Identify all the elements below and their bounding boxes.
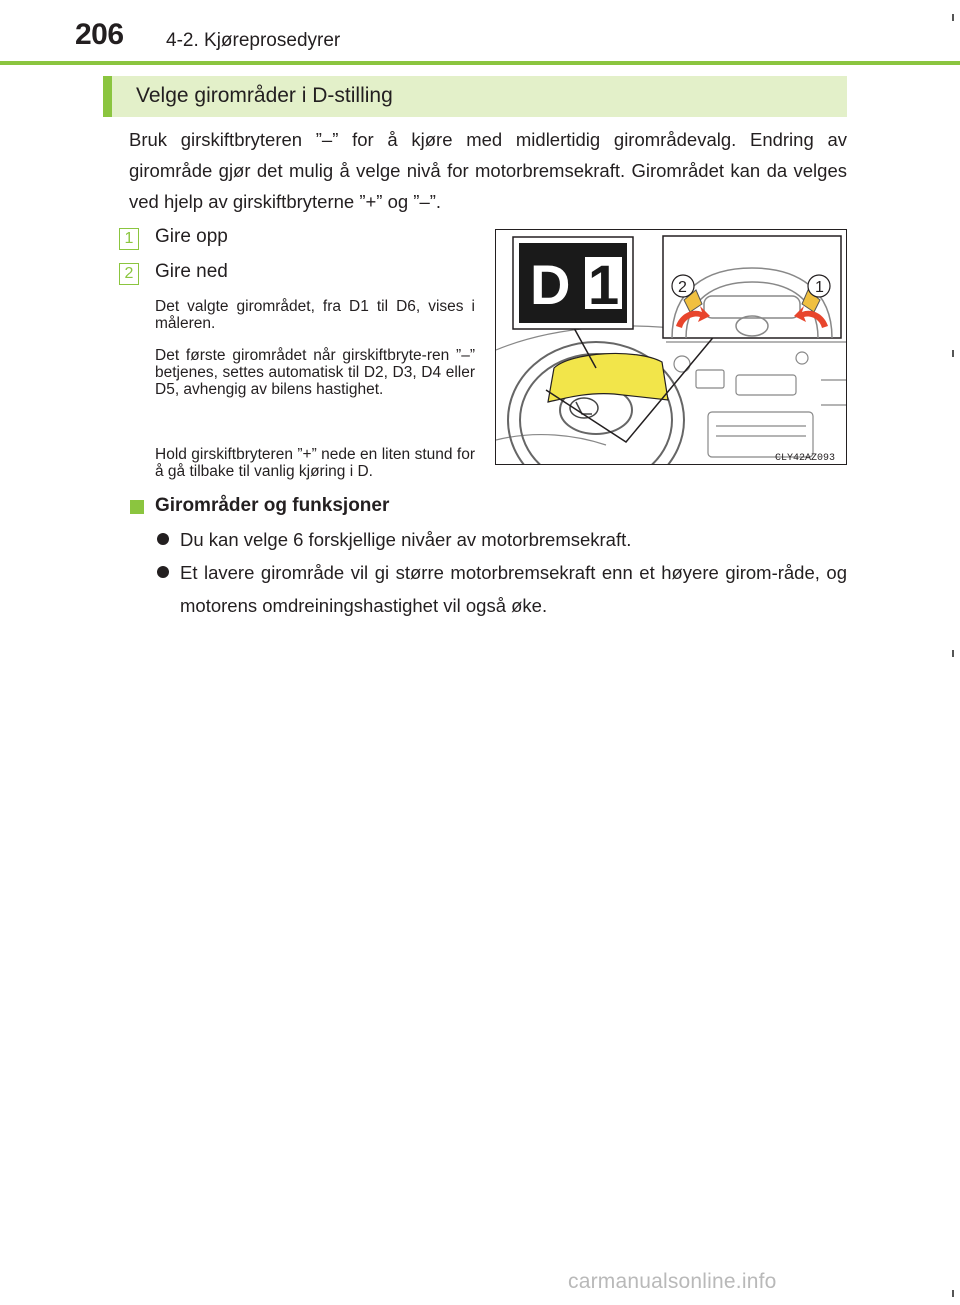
crop-mark xyxy=(952,650,954,657)
gear-display-letter: D xyxy=(530,253,571,316)
subsection-title: Girområder og funksjoner xyxy=(155,495,390,516)
callout-number: 2 xyxy=(678,279,687,296)
callout-number: 1 xyxy=(815,279,824,296)
note-paragraph: Det første girområdet når girskiftbryte-ren ”–” betjenes, settes automatisk til D2, D3, D4 eller D5, avhengig av bilens hastighet. xyxy=(155,347,475,398)
item-label-shift-up: Gire opp xyxy=(155,226,228,247)
steering-wheel-illustration xyxy=(495,229,847,465)
round-bullet-icon xyxy=(157,533,169,545)
item-label-shift-down: Gire ned xyxy=(155,261,228,282)
note-paragraph: Hold girskiftbryteren ”+” nede en liten stund for å gå tilbake til vanlig kjøring i D. xyxy=(155,446,475,480)
crop-mark xyxy=(952,1290,954,1297)
intro-paragraph: Bruk girskiftbryteren ”–” for å kjøre med midlertidig girområdevalg. Endring av girområde gjør det mulig å velge nivå for motorbremsekraft. Girområdet kan da velges ved hjelp av girskiftbryterne ”+” og ”–”. xyxy=(129,129,847,212)
crop-mark xyxy=(952,350,954,357)
figure-code: CLY42AZ093 xyxy=(775,453,836,464)
header-divider xyxy=(0,61,960,65)
note-paragraph: Det valgte girområdet, fra D1 til D6, vises i måleren. xyxy=(155,298,475,332)
item-number-badge: 1 xyxy=(119,228,139,250)
watermark-text: carmanualsonline.info xyxy=(568,1270,777,1293)
chapter-title: 4-2. Kjøreprosedyrer xyxy=(166,30,341,51)
illustration-svg xyxy=(496,230,847,465)
bullet-text: Du kan velge 6 forskjellige nivåer av motorbremsekraft. xyxy=(180,529,632,550)
section-title: Velge girområder i D-stilling xyxy=(136,84,393,107)
crop-mark xyxy=(952,14,954,21)
round-bullet-icon xyxy=(157,566,169,578)
square-bullet-icon xyxy=(130,500,144,514)
page-number: 206 xyxy=(75,18,124,51)
section-title-bar xyxy=(103,76,847,117)
item-number-badge: 2 xyxy=(119,263,139,285)
meter-highlight xyxy=(548,353,668,402)
bullet-text: Et lavere girområde vil gi større motorbremsekraft enn et høyere girom-råde, og motorens omdreiningshastighet vil også øke. xyxy=(180,562,847,616)
gear-display-number: 1 xyxy=(588,253,620,316)
